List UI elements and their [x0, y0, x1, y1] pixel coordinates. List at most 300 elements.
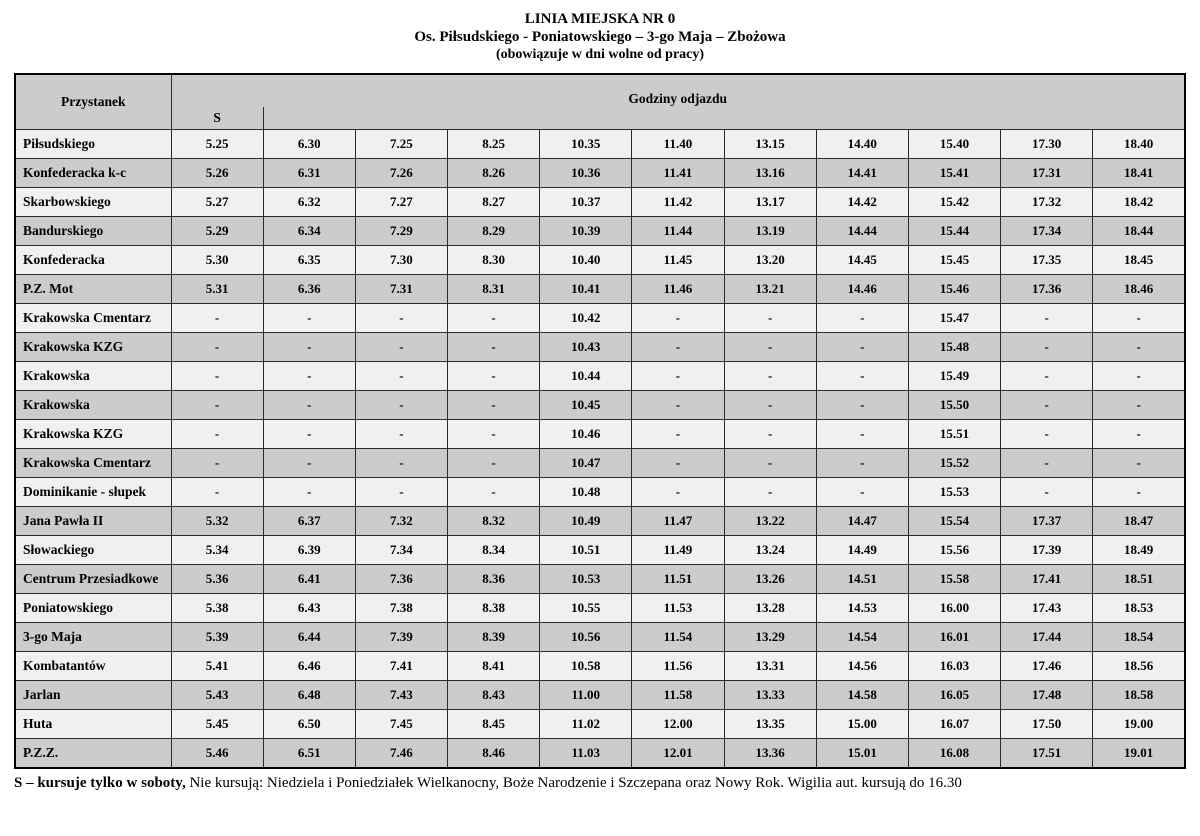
departure-time-cell: 7.30 — [355, 246, 447, 275]
stop-name-cell: P.Z.Z. — [15, 739, 171, 769]
departure-time-cell: 18.46 — [1093, 275, 1185, 304]
departure-time-cell: - — [816, 449, 908, 478]
departure-time-cell: 10.36 — [540, 159, 632, 188]
departure-time-cell: 6.46 — [263, 652, 355, 681]
departure-time-cell: 6.30 — [263, 130, 355, 159]
departure-time-cell: 6.37 — [263, 507, 355, 536]
table-row — [15, 159, 1185, 188]
departure-time-cell: 14.45 — [816, 246, 908, 275]
departure-time-cell: 18.44 — [1093, 217, 1185, 246]
departure-time-cell: 15.48 — [908, 333, 1000, 362]
stop-name-cell: Kombatantów — [15, 652, 171, 681]
departure-time-cell: - — [355, 333, 447, 362]
departure-time-cell: - — [724, 478, 816, 507]
table-row — [15, 188, 1185, 217]
departure-time-cell: 6.44 — [263, 623, 355, 652]
departure-time-cell: - — [724, 304, 816, 333]
page-title: LINIA MIEJSKA NR 0 — [524, 11, 676, 27]
departure-time-cell: 8.25 — [448, 130, 540, 159]
departure-time-cell: 7.31 — [355, 275, 447, 304]
departure-time-cell: 6.41 — [263, 565, 355, 594]
table-row — [15, 217, 1185, 246]
footnote-holidays: Nie kursują: Niedziela i Poniedziałek Wielkanocny, Boże Narodzenie i Szczepana oraz Nowy Rok. Wigilia aut. kursują do 16.30 — [189, 775, 962, 791]
departure-time-cell: 11.03 — [540, 739, 632, 769]
stop-name-cell: Słowackiego — [15, 536, 171, 565]
stop-name-cell: P.Z. Mot — [15, 275, 171, 304]
departure-time-cell: 13.31 — [724, 652, 816, 681]
departure-time-cell: 17.46 — [1001, 652, 1093, 681]
departure-time-cell: 5.45 — [171, 710, 263, 739]
departure-time-cell: 10.44 — [540, 362, 632, 391]
departure-time-cell: - — [171, 333, 263, 362]
departure-time-cell: - — [724, 391, 816, 420]
departure-time-cell: 8.26 — [448, 159, 540, 188]
departure-time-cell: 5.34 — [171, 536, 263, 565]
departure-time-cell: 17.32 — [1001, 188, 1093, 217]
departure-time-cell: - — [263, 333, 355, 362]
departure-time-cell: 11.47 — [632, 507, 724, 536]
departure-time-cell: 18.51 — [1093, 565, 1185, 594]
departure-time-cell: 6.51 — [263, 739, 355, 769]
departure-time-cell: - — [1001, 420, 1093, 449]
table-row — [15, 391, 1185, 420]
departure-time-cell: 8.41 — [448, 652, 540, 681]
column-header-godziny-odjazdu: Godziny odjazdu — [171, 74, 1185, 107]
departure-time-cell: - — [1093, 333, 1185, 362]
departure-time-cell: 15.47 — [908, 304, 1000, 333]
departure-time-cell: 10.46 — [540, 420, 632, 449]
departure-time-cell: - — [355, 449, 447, 478]
departure-time-cell: 14.42 — [816, 188, 908, 217]
stop-name-cell: Konfederacka k-c — [15, 159, 171, 188]
departure-time-cell: 6.32 — [263, 188, 355, 217]
departure-time-cell: 5.46 — [171, 739, 263, 769]
departure-time-cell: 14.46 — [816, 275, 908, 304]
departure-time-cell: 18.45 — [1093, 246, 1185, 275]
departure-time-cell: 7.41 — [355, 652, 447, 681]
stop-name-cell: 3-go Maja — [15, 623, 171, 652]
departure-time-cell: - — [263, 420, 355, 449]
departure-time-cell: - — [355, 362, 447, 391]
departure-time-cell: 6.39 — [263, 536, 355, 565]
departure-time-cell: 10.45 — [540, 391, 632, 420]
departure-time-cell: 5.25 — [171, 130, 263, 159]
table-row — [15, 710, 1185, 739]
departure-time-cell: 15.53 — [908, 478, 1000, 507]
departure-time-cell: - — [1001, 478, 1093, 507]
table-row — [15, 739, 1185, 769]
stop-name-cell: Dominikanie - słupek — [15, 478, 171, 507]
departure-time-cell: 10.39 — [540, 217, 632, 246]
departure-time-cell: 17.36 — [1001, 275, 1093, 304]
departure-time-cell: 14.56 — [816, 652, 908, 681]
column-subheader-s: S — [171, 107, 263, 130]
departure-time-cell: 13.21 — [724, 275, 816, 304]
departure-time-cell: 13.36 — [724, 739, 816, 769]
stop-name-cell: Krakowska — [15, 362, 171, 391]
departure-time-cell: 10.58 — [540, 652, 632, 681]
departure-time-cell: - — [1093, 478, 1185, 507]
departure-time-cell: - — [448, 420, 540, 449]
table-row — [15, 565, 1185, 594]
route-subtitle: Os. Piłsudskiego - Poniatowskiego – 3-go Maja – Zbożowa — [414, 29, 786, 45]
departure-time-cell: 10.51 — [540, 536, 632, 565]
departure-time-cell: 8.36 — [448, 565, 540, 594]
departure-time-cell: - — [448, 304, 540, 333]
departure-time-cell: - — [448, 362, 540, 391]
departure-time-cell: - — [816, 478, 908, 507]
departure-time-cell: 10.49 — [540, 507, 632, 536]
departure-time-cell: 13.24 — [724, 536, 816, 565]
departure-time-cell: 16.08 — [908, 739, 1000, 769]
footnote-s-legend: S – kursuje tylko w soboty, — [14, 775, 186, 791]
departure-time-cell: 5.31 — [171, 275, 263, 304]
departure-time-cell: 11.02 — [540, 710, 632, 739]
departure-time-cell: - — [816, 304, 908, 333]
timetable — [14, 73, 1186, 769]
departure-time-cell: 15.51 — [908, 420, 1000, 449]
departure-time-cell: 11.58 — [632, 681, 724, 710]
departure-time-cell: 13.35 — [724, 710, 816, 739]
departure-time-cell: 18.53 — [1093, 594, 1185, 623]
departure-time-cell: 17.31 — [1001, 159, 1093, 188]
departure-time-cell: - — [1093, 362, 1185, 391]
departure-time-cell: 19.00 — [1093, 710, 1185, 739]
departure-time-cell: 17.50 — [1001, 710, 1093, 739]
departure-time-cell: 18.41 — [1093, 159, 1185, 188]
departure-time-cell: 16.07 — [908, 710, 1000, 739]
departure-time-cell: 17.34 — [1001, 217, 1093, 246]
departure-time-cell: - — [1093, 304, 1185, 333]
departure-time-cell: 10.55 — [540, 594, 632, 623]
departure-time-cell: - — [171, 304, 263, 333]
departure-time-cell: 14.40 — [816, 130, 908, 159]
departure-time-cell: 17.51 — [1001, 739, 1093, 769]
departure-time-cell: - — [632, 304, 724, 333]
departure-time-cell: 13.29 — [724, 623, 816, 652]
departure-time-cell: - — [724, 362, 816, 391]
departure-time-cell: 13.17 — [724, 188, 816, 217]
stop-name-cell: Centrum Przesiadkowe — [15, 565, 171, 594]
stop-name-cell: Krakowska KZG — [15, 333, 171, 362]
table-row — [15, 652, 1185, 681]
departure-time-cell: 15.58 — [908, 565, 1000, 594]
departure-time-cell: 5.36 — [171, 565, 263, 594]
departure-time-cell: 8.32 — [448, 507, 540, 536]
departure-time-cell: - — [724, 333, 816, 362]
departure-time-cell: 18.49 — [1093, 536, 1185, 565]
departure-time-cell: 6.35 — [263, 246, 355, 275]
departure-time-cell: 15.44 — [908, 217, 1000, 246]
departure-time-cell: 17.44 — [1001, 623, 1093, 652]
departure-time-cell: 6.50 — [263, 710, 355, 739]
departure-time-cell: 7.43 — [355, 681, 447, 710]
departure-time-cell: 7.29 — [355, 217, 447, 246]
departure-time-cell: 19.01 — [1093, 739, 1185, 769]
departure-time-cell: 10.48 — [540, 478, 632, 507]
departure-time-cell: - — [632, 449, 724, 478]
departure-time-cell: - — [632, 420, 724, 449]
departure-time-cell: - — [263, 362, 355, 391]
departure-time-cell: - — [632, 333, 724, 362]
departure-time-cell: 15.00 — [816, 710, 908, 739]
departure-time-cell: - — [724, 449, 816, 478]
departure-time-cell: - — [263, 478, 355, 507]
departure-time-cell: 11.44 — [632, 217, 724, 246]
departure-time-cell: 10.41 — [540, 275, 632, 304]
departure-time-cell: - — [1093, 391, 1185, 420]
departure-time-cell: 5.39 — [171, 623, 263, 652]
departure-time-cell: - — [1001, 304, 1093, 333]
stop-name-cell: Krakowska — [15, 391, 171, 420]
departure-time-cell: 16.05 — [908, 681, 1000, 710]
departure-time-cell: 17.35 — [1001, 246, 1093, 275]
departure-time-cell: 15.56 — [908, 536, 1000, 565]
departure-time-cell: 18.58 — [1093, 681, 1185, 710]
departure-time-cell: - — [816, 362, 908, 391]
departure-time-cell: 5.38 — [171, 594, 263, 623]
departure-time-cell: - — [1093, 449, 1185, 478]
table-row — [15, 304, 1185, 333]
departure-time-cell: 6.34 — [263, 217, 355, 246]
timetable-body — [15, 130, 1185, 769]
departure-time-cell: 16.00 — [908, 594, 1000, 623]
departure-time-cell: 7.25 — [355, 130, 447, 159]
departure-time-cell: 8.27 — [448, 188, 540, 217]
departure-time-cell: 17.48 — [1001, 681, 1093, 710]
table-row — [15, 681, 1185, 710]
departure-time-cell: 14.58 — [816, 681, 908, 710]
stop-name-cell: Poniatowskiego — [15, 594, 171, 623]
departure-time-cell: - — [724, 420, 816, 449]
departure-time-cell: 10.43 — [540, 333, 632, 362]
timetable-wrapper — [14, 73, 1186, 769]
departure-time-cell: 11.53 — [632, 594, 724, 623]
departure-time-cell: - — [816, 391, 908, 420]
stop-name-cell: Krakowska KZG — [15, 420, 171, 449]
departure-time-cell: 6.36 — [263, 275, 355, 304]
table-row — [15, 449, 1185, 478]
timetable-header — [15, 74, 1185, 130]
departure-time-cell: 8.46 — [448, 739, 540, 769]
departure-time-cell: - — [632, 391, 724, 420]
departure-time-cell: 17.43 — [1001, 594, 1093, 623]
departure-time-cell: 12.01 — [632, 739, 724, 769]
departure-time-cell: 7.36 — [355, 565, 447, 594]
departure-time-cell: 10.56 — [540, 623, 632, 652]
departure-time-cell: - — [355, 391, 447, 420]
departure-time-cell: 7.39 — [355, 623, 447, 652]
departure-time-cell: 8.43 — [448, 681, 540, 710]
departure-time-cell: - — [171, 449, 263, 478]
stop-name-cell: Skarbowskiego — [15, 188, 171, 217]
stop-name-cell: Krakowska Cmentarz — [15, 304, 171, 333]
departure-time-cell: - — [816, 333, 908, 362]
departure-time-cell: 8.38 — [448, 594, 540, 623]
departure-time-cell: 13.19 — [724, 217, 816, 246]
departure-time-cell: 11.40 — [632, 130, 724, 159]
departure-time-cell: 10.42 — [540, 304, 632, 333]
table-row — [15, 333, 1185, 362]
table-row — [15, 246, 1185, 275]
stop-name-cell: Jana Pawła II — [15, 507, 171, 536]
departure-time-cell: 10.40 — [540, 246, 632, 275]
departure-time-cell: 12.00 — [632, 710, 724, 739]
departure-time-cell: 14.41 — [816, 159, 908, 188]
departure-time-cell: - — [263, 449, 355, 478]
departure-time-cell: 8.30 — [448, 246, 540, 275]
departure-time-cell: 18.47 — [1093, 507, 1185, 536]
departure-time-cell: 10.35 — [540, 130, 632, 159]
table-row — [15, 275, 1185, 304]
departure-time-cell: 8.31 — [448, 275, 540, 304]
table-row — [15, 623, 1185, 652]
departure-time-cell: 15.41 — [908, 159, 1000, 188]
departure-time-cell: 13.15 — [724, 130, 816, 159]
departure-time-cell: 14.51 — [816, 565, 908, 594]
departure-time-cell: 13.28 — [724, 594, 816, 623]
departure-time-cell: 7.38 — [355, 594, 447, 623]
departure-time-cell: 8.39 — [448, 623, 540, 652]
departure-time-cell: 7.32 — [355, 507, 447, 536]
departure-time-cell: - — [1093, 420, 1185, 449]
table-row — [15, 478, 1185, 507]
departure-time-cell: - — [632, 478, 724, 507]
departure-time-cell: - — [448, 333, 540, 362]
departure-time-cell: 14.54 — [816, 623, 908, 652]
departure-time-cell: - — [171, 420, 263, 449]
departure-time-cell: 18.54 — [1093, 623, 1185, 652]
departure-time-cell: - — [1001, 362, 1093, 391]
departure-time-cell: - — [171, 391, 263, 420]
departure-time-cell: 11.46 — [632, 275, 724, 304]
table-row — [15, 420, 1185, 449]
departure-time-cell: - — [1001, 333, 1093, 362]
departure-time-cell: - — [171, 478, 263, 507]
stop-name-cell: Jarlan — [15, 681, 171, 710]
departure-time-cell: 15.42 — [908, 188, 1000, 217]
departure-time-cell: 6.48 — [263, 681, 355, 710]
departure-time-cell: 11.49 — [632, 536, 724, 565]
departure-time-cell: - — [355, 478, 447, 507]
table-row — [15, 362, 1185, 391]
departure-time-cell: - — [1001, 391, 1093, 420]
departure-time-cell: 15.49 — [908, 362, 1000, 391]
departure-time-cell: 15.40 — [908, 130, 1000, 159]
departure-time-cell: 11.41 — [632, 159, 724, 188]
departure-time-cell: 11.00 — [540, 681, 632, 710]
title-block — [0, 0, 1200, 64]
departure-time-cell: 11.42 — [632, 188, 724, 217]
departure-time-cell: 7.46 — [355, 739, 447, 769]
departure-time-cell: 18.42 — [1093, 188, 1185, 217]
departure-time-cell: - — [263, 304, 355, 333]
stop-name-cell: Krakowska Cmentarz — [15, 449, 171, 478]
departure-time-cell: - — [448, 478, 540, 507]
departure-time-cell: 14.49 — [816, 536, 908, 565]
departure-time-cell: 10.37 — [540, 188, 632, 217]
table-row — [15, 507, 1185, 536]
departure-time-cell: 13.20 — [724, 246, 816, 275]
departure-time-cell: 8.45 — [448, 710, 540, 739]
departure-time-cell: 17.41 — [1001, 565, 1093, 594]
departure-time-cell: 5.27 — [171, 188, 263, 217]
column-header-przystanek: Przystanek — [15, 74, 171, 130]
stop-name-cell: Bandurskiego — [15, 217, 171, 246]
departure-time-cell: - — [1001, 449, 1093, 478]
departure-time-cell: - — [448, 391, 540, 420]
departure-time-cell: 15.01 — [816, 739, 908, 769]
stop-name-cell: Piłsudskiego — [15, 130, 171, 159]
departure-time-cell: - — [632, 362, 724, 391]
footnote — [14, 775, 1186, 792]
departure-time-cell: 5.41 — [171, 652, 263, 681]
table-row — [15, 536, 1185, 565]
departure-time-cell: 13.16 — [724, 159, 816, 188]
departure-time-cell: 15.54 — [908, 507, 1000, 536]
departure-time-cell: 15.46 — [908, 275, 1000, 304]
departure-time-cell: 5.32 — [171, 507, 263, 536]
departure-time-cell: 10.47 — [540, 449, 632, 478]
departure-time-cell: 6.31 — [263, 159, 355, 188]
stop-name-cell: Huta — [15, 710, 171, 739]
departure-time-cell: 11.51 — [632, 565, 724, 594]
departure-time-cell: 17.37 — [1001, 507, 1093, 536]
departure-time-cell: 5.30 — [171, 246, 263, 275]
departure-time-cell: 16.01 — [908, 623, 1000, 652]
departure-time-cell: - — [263, 391, 355, 420]
column-subheader-spacer — [263, 107, 1185, 130]
departure-time-cell: 11.54 — [632, 623, 724, 652]
departure-time-cell: 15.45 — [908, 246, 1000, 275]
departure-time-cell: 14.44 — [816, 217, 908, 246]
departure-time-cell: - — [448, 449, 540, 478]
departure-time-cell: 8.29 — [448, 217, 540, 246]
departure-time-cell: 18.56 — [1093, 652, 1185, 681]
departure-time-cell: 15.52 — [908, 449, 1000, 478]
departure-time-cell: 13.22 — [724, 507, 816, 536]
departure-time-cell: 7.27 — [355, 188, 447, 217]
departure-time-cell: 11.56 — [632, 652, 724, 681]
departure-time-cell: 5.43 — [171, 681, 263, 710]
departure-time-cell: - — [355, 304, 447, 333]
departure-time-cell: 17.30 — [1001, 130, 1093, 159]
departure-time-cell: 7.34 — [355, 536, 447, 565]
stop-name-cell: Konfederacka — [15, 246, 171, 275]
departure-time-cell: 5.29 — [171, 217, 263, 246]
departure-time-cell: 11.45 — [632, 246, 724, 275]
departure-time-cell: 8.34 — [448, 536, 540, 565]
departure-time-cell: 7.45 — [355, 710, 447, 739]
departure-time-cell: - — [816, 420, 908, 449]
departure-time-cell: 18.40 — [1093, 130, 1185, 159]
departure-time-cell: 16.03 — [908, 652, 1000, 681]
departure-time-cell: 6.43 — [263, 594, 355, 623]
validity-note: (obowiązuje w dni wolne od pracy) — [495, 47, 705, 62]
departure-time-cell: - — [171, 362, 263, 391]
table-row — [15, 594, 1185, 623]
departure-time-cell: 13.33 — [724, 681, 816, 710]
departure-time-cell: - — [355, 420, 447, 449]
departure-time-cell: 10.53 — [540, 565, 632, 594]
departure-time-cell: 17.39 — [1001, 536, 1093, 565]
departure-time-cell: 14.53 — [816, 594, 908, 623]
departure-time-cell: 15.50 — [908, 391, 1000, 420]
departure-time-cell: 7.26 — [355, 159, 447, 188]
table-row — [15, 130, 1185, 159]
departure-time-cell: 5.26 — [171, 159, 263, 188]
departure-time-cell: 13.26 — [724, 565, 816, 594]
